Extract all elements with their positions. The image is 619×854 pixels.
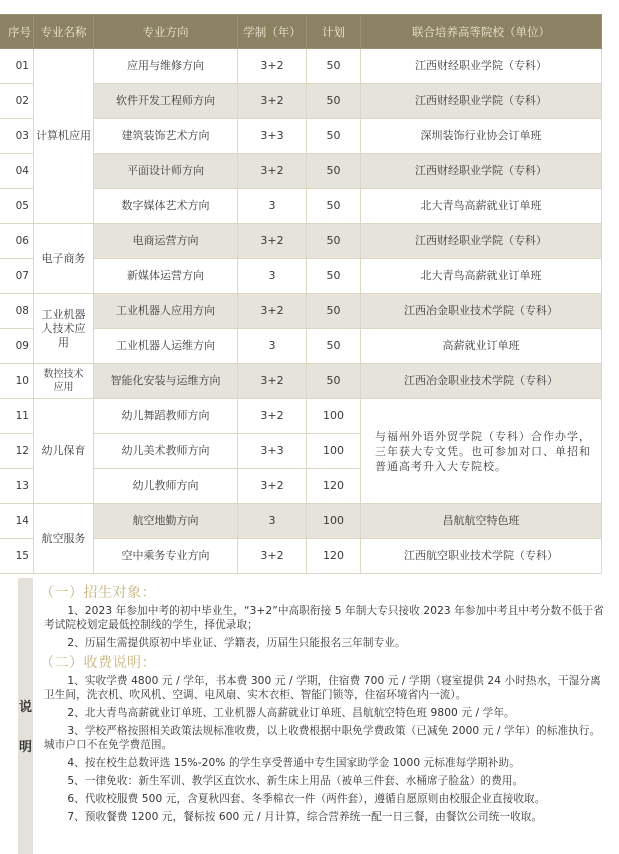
row-partner: 江西航空职业技术学院（专科） [361, 539, 602, 574]
fee-item: 6、代收校服费 500 元，含夏秋四套、冬季棉衣一件（两件套），遵循自愿原则由校服企业直接收取。 [67, 793, 546, 805]
row-partner: 北大青鸟高薪就业订单班 [361, 189, 602, 224]
row-plan: 50 [307, 84, 361, 119]
table-row [0, 504, 602, 539]
row-direction: 建筑装饰艺术方向 [94, 119, 238, 154]
row-partner: 江西财经职业学院（专科） [361, 84, 602, 119]
notes-side-label [18, 578, 33, 854]
section-title-admission: （一）招生对象： [40, 585, 156, 601]
fee-item: 3、学校严格按照相关政策法规标准收费，以上收费根据中职免学费政策（已减免 2000 元 / 学年）的标准执行。城市户口不在免学费范围。 [44, 725, 601, 751]
row-years: 3 [238, 329, 307, 364]
header-no: 序号 [0, 15, 34, 49]
row-years: 3+2 [238, 224, 307, 259]
row-direction: 幼儿教师方向 [94, 469, 238, 504]
header-years: 学制（年） [238, 15, 307, 49]
fee-item: 2、北大青鸟高薪就业订单班、工业机器人高薪就业订单班、昌航航空特色班 9800 元 / 学年。 [67, 707, 515, 719]
major-name: 电子商务 [34, 224, 94, 294]
table-row [0, 294, 602, 329]
table-row [0, 364, 602, 399]
row-plan: 120 [307, 469, 361, 504]
row-direction: 新媒体运营方向 [94, 259, 238, 294]
row-no: 07 [0, 259, 34, 294]
row-direction: 软件开发工程师方向 [94, 84, 238, 119]
row-plan: 50 [307, 259, 361, 294]
row-plan: 50 [307, 154, 361, 189]
row-no: 01 [0, 49, 34, 84]
row-partner: 江西财经职业学院（专科） [361, 49, 602, 84]
row-direction: 工业机器人应用方向 [94, 294, 238, 329]
row-plan: 50 [307, 224, 361, 259]
row-plan: 100 [307, 399, 361, 434]
row-partner: 高薪就业订单班 [361, 329, 602, 364]
notes-body [40, 584, 604, 828]
row-plan: 50 [307, 294, 361, 329]
major-name: 航空服务 [34, 504, 94, 574]
row-years: 3+3 [238, 119, 307, 154]
row-direction: 电商运营方向 [94, 224, 238, 259]
notes-section [18, 578, 604, 854]
row-years: 3 [238, 189, 307, 224]
row-plan: 120 [307, 539, 361, 574]
table-row [0, 224, 602, 259]
row-no: 04 [0, 154, 34, 189]
header-direction: 专业方向 [94, 15, 238, 49]
row-partner: 深圳装饰行业协会订单班 [361, 119, 602, 154]
row-plan: 50 [307, 189, 361, 224]
major-name: 工业机器人技术应用 [34, 294, 94, 364]
row-no: 15 [0, 539, 34, 574]
side-label-char: 明 [18, 740, 32, 755]
row-no: 06 [0, 224, 34, 259]
fee-item: 7、预收餐费 1200 元，餐标按 600 元 / 月计算，综合营养统一配一日三餐，由餐饮公司统一收取。 [67, 811, 543, 823]
row-partner: 江西财经职业学院（专科） [361, 154, 602, 189]
row-partner: 昌航航空特色班 [361, 504, 602, 539]
row-direction: 幼儿舞蹈教师方向 [94, 399, 238, 434]
row-no: 10 [0, 364, 34, 399]
row-direction: 智能化安装与运维方向 [94, 364, 238, 399]
row-plan: 50 [307, 364, 361, 399]
fee-item: 5、一律免收：新生军训、教学区直饮水、新生床上用品（被单三件套、水桶席子脸盆）的费用。 [67, 775, 524, 787]
section-title-fees: （二）收费说明： [40, 655, 156, 671]
row-no: 02 [0, 84, 34, 119]
row-no: 08 [0, 294, 34, 329]
row-years: 3+2 [238, 49, 307, 84]
admission-item: 1、2023 年参加中考的初中毕业生，“3+2”中高职衔接 5 年制大专只接收 2023 年参加中考且中考分数不低于省考试院校划定最低控制线的学生，择优录取； [44, 605, 604, 631]
table-row [0, 399, 602, 434]
row-partner: 北大青鸟高薪就业订单班 [361, 259, 602, 294]
major-name: 幼儿保育 [34, 399, 94, 504]
side-label-char: 说 [18, 700, 32, 715]
admission-item: 2、历届生需提供原初中毕业证、学籍表，历届生只能报名三年制专业。 [67, 637, 406, 649]
fee-item: 4、按在校生总数评选 15%-20% 的学生享受普通中专生国家助学金 1000 元标准每学期补助。 [67, 757, 520, 769]
major-name: 计算机应用 [34, 49, 94, 224]
row-no: 13 [0, 469, 34, 504]
row-plan: 100 [307, 504, 361, 539]
row-years: 3+3 [238, 434, 307, 469]
row-years: 3+2 [238, 84, 307, 119]
row-partner: 江西冶金职业技术学院（专科） [361, 364, 602, 399]
row-plan: 100 [307, 434, 361, 469]
row-direction: 幼儿美术教师方向 [94, 434, 238, 469]
major-name: 数控技术应用 [34, 364, 94, 399]
table-row [0, 49, 602, 84]
table-header-row [0, 15, 602, 49]
row-direction: 数字媒体艺术方向 [94, 189, 238, 224]
row-no: 12 [0, 434, 34, 469]
enrollment-plan-table [0, 14, 602, 574]
row-years: 3 [238, 259, 307, 294]
header-partner: 联合培养高等院校（单位） [361, 15, 602, 49]
row-years: 3 [238, 504, 307, 539]
row-direction: 工业机器人运维方向 [94, 329, 238, 364]
header-plan: 计划 [307, 15, 361, 49]
row-partner: 江西冶金职业技术学院（专科） [361, 294, 602, 329]
row-no: 14 [0, 504, 34, 539]
header-major: 专业名称 [34, 15, 94, 49]
row-no: 09 [0, 329, 34, 364]
row-direction: 平面设计师方向 [94, 154, 238, 189]
row-no: 03 [0, 119, 34, 154]
row-years: 3+2 [238, 364, 307, 399]
row-years: 3+2 [238, 469, 307, 504]
row-no: 11 [0, 399, 34, 434]
row-partner: 江西财经职业学院（专科） [361, 224, 602, 259]
childcare-partner-note: 与福州外语外贸学院（专科）合作办学，三年获大专文凭。也可参加对口、单招和普通高考升入大专院校。 [361, 399, 602, 504]
row-plan: 50 [307, 49, 361, 84]
row-direction: 空中乘务专业方向 [94, 539, 238, 574]
row-direction: 应用与维修方向 [94, 49, 238, 84]
row-years: 3+2 [238, 154, 307, 189]
row-years: 3+2 [238, 399, 307, 434]
row-direction: 航空地勤方向 [94, 504, 238, 539]
fee-item: 1、实收学费 4800 元 / 学年，书本费 300 元 / 学期，住宿费 700 元 / 学期（寝室提供 24 小时热水，干湿分离卫生间，洗衣机、吹风机、空调、电风扇、实木衣柜、智能门锁等，住宿环境省内一流）。 [44, 675, 601, 701]
row-no: 05 [0, 189, 34, 224]
row-plan: 50 [307, 119, 361, 154]
row-plan: 50 [307, 329, 361, 364]
row-years: 3+2 [238, 294, 307, 329]
row-years: 3+2 [238, 539, 307, 574]
